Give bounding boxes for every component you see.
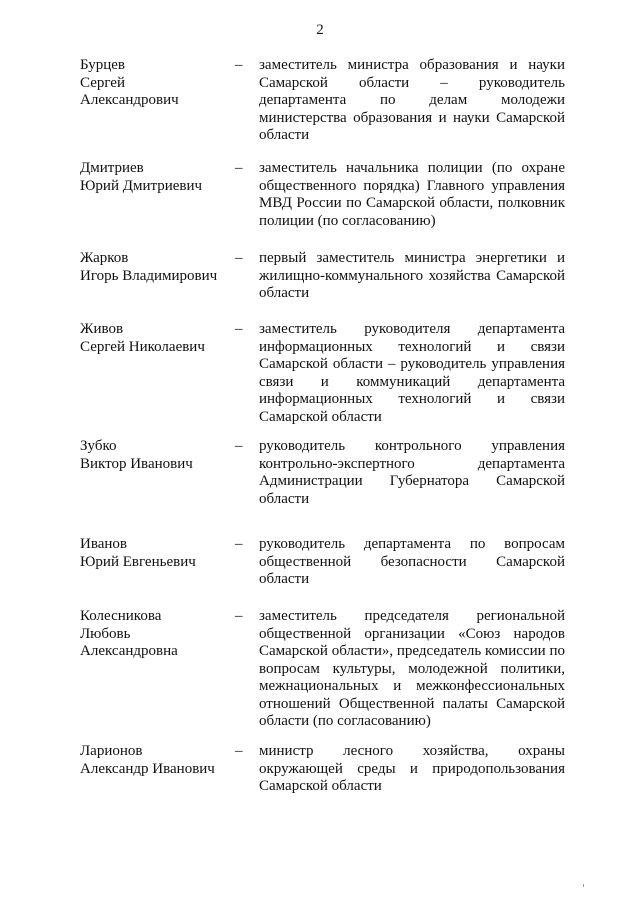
list-item [0, 608, 640, 743]
member-position: заместитель председателя региональной общественной организации «Союз народов Самарской области», председатель комиссии по вопросам культуры, молодежной политики, межнациональных и межконфессиональных отношений Общественной палаты Самарской области (по согласованию) [259, 608, 565, 729]
member-position: заместитель начальника полиции (по охране общественного порядка) Главного управления МВД России по Самарской области, полковник полиции (по согласованию) [259, 160, 565, 229]
member-position: министр лесного хозяйства, охраны окружающей среды и природопользования Самарской области [259, 743, 565, 794]
dash-separator: – [235, 536, 243, 552]
member-name: Ларионов Александр Иванович [80, 743, 215, 777]
dash-separator: – [235, 608, 243, 624]
member-name: Колесникова Любовь Александровна [80, 608, 178, 659]
member-position: руководитель контрольного управления контрольно-экспертного департамента Администрации Губернатора Самарской области [259, 438, 565, 507]
member-list [0, 57, 640, 813]
dash-separator: – [235, 743, 243, 759]
list-item [0, 438, 640, 536]
member-name: Дмитриев Юрий Дмитриевич [80, 160, 203, 194]
list-item [0, 321, 640, 438]
dash-separator: – [235, 250, 243, 266]
list-item [0, 57, 640, 160]
member-name: Зубко Виктор Иванович [80, 438, 193, 472]
page-number: 2 [316, 22, 324, 38]
dash-separator: – [235, 57, 243, 73]
list-item [0, 536, 640, 608]
member-position: заместитель министра образования и науки Самарской области – руководитель департамента по делам молодежи министерства образования и науки Самарской области [259, 57, 565, 143]
member-name: Бурцев Сергей Александрович [80, 57, 179, 108]
member-position: первый заместитель министра энергетики и жилищно-коммунального хозяйства Самарской области [259, 250, 565, 301]
list-item [0, 160, 640, 250]
member-position: заместитель руководителя департамента информационных технологий и связи Самарской области – руководитель управления связи и коммуникаций департамента информационных технологий и связи Самарской области [259, 321, 565, 425]
dash-separator: – [235, 438, 243, 454]
dash-separator: – [235, 321, 243, 337]
scan-speck [583, 884, 584, 887]
member-name: Живов Сергей Николаевич [80, 321, 205, 355]
dash-separator: – [235, 160, 243, 176]
member-position: руководитель департамента по вопросам общественной безопасности Самарской области [259, 536, 565, 587]
member-name: Жарков Игорь Владимирович [80, 250, 218, 284]
list-item [0, 250, 640, 321]
member-name: Иванов Юрий Евгеньевич [80, 536, 196, 570]
list-item [0, 743, 640, 813]
